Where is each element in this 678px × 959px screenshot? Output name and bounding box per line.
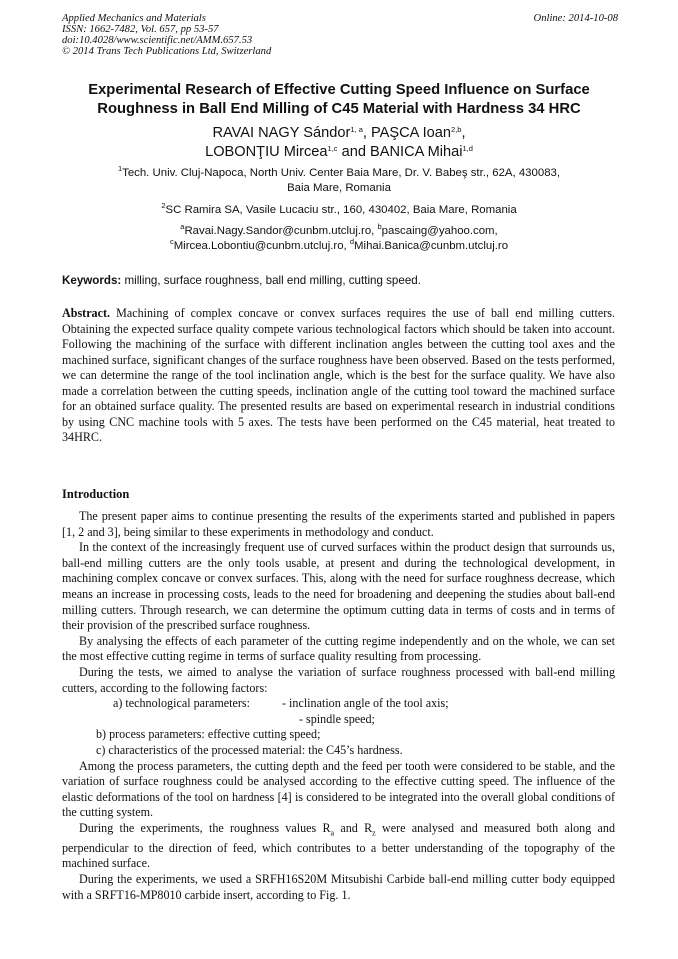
email-superscript: a — [180, 222, 185, 231]
section-heading-introduction: Introduction — [62, 487, 130, 501]
issn-line: ISSN: 1662-7482, Vol. 657, pp 53-57 — [62, 24, 219, 35]
factor-b: b) process parameters: effective cutting speed; — [96, 727, 321, 742]
email-line-2 — [60, 239, 618, 254]
email-link[interactable]: Mihai.Banica@cunbm.utcluj.ro — [354, 240, 509, 252]
roughness-text: and R — [334, 820, 373, 835]
subscript: a — [330, 828, 335, 838]
paragraph: Among the process parameters, the cutting depth and the feed per tooth were considered to be stable, and the variation of surface roughness could be analysed according to the effective cutting speed. The influence of the elastic deformations of the tool on hardness [4] is considered to be integrated into the overall global conditions of the cutting system. — [62, 758, 615, 820]
factor-a-item-2: - spindle speed; — [299, 711, 375, 726]
author-superscript: 1,c — [327, 144, 338, 153]
email-link[interactable]: Mircea.Lobontiu@cunbm.utcluj.ro, — [173, 240, 350, 252]
journal-name: Applied Mechanics and Materials — [62, 13, 206, 24]
author-name: RAVAI NAGY Sándor — [212, 125, 351, 141]
online-date: Online: 2014-10-08 — [533, 13, 618, 24]
paragraph — [62, 821, 615, 872]
author-name: LOBONŢIU Mircea — [205, 144, 328, 160]
abstract-label: Abstract. — [62, 306, 111, 320]
factor-a-cont — [62, 712, 615, 728]
author-separator: , — [362, 125, 371, 141]
author-emails — [60, 224, 618, 254]
keywords-label: Keywords: — [62, 274, 122, 287]
paragraph: The present paper aims to continue presenting the results of the experiments started and published in papers [1, 2 and 3], being similar to these experiments in methodology and conduct. — [62, 509, 615, 539]
title-line-1: Experimental Research of Effective Cutting Speed Influence on Surface — [88, 82, 590, 98]
email-superscript: d — [349, 237, 355, 246]
affiliation-text: SC Ramira SA, Vasile Lucaciu str., 160, 430402, Baia Mare, Romania — [165, 204, 517, 216]
affiliation-superscript: 1 — [117, 164, 123, 173]
roughness-text: were analysed and measured both along and perpendicular to the direction of feed, which contributes to a better understanding of the topography of the machined surface. — [62, 820, 615, 871]
affiliation-1 — [60, 166, 618, 196]
author-list — [40, 124, 638, 162]
paper-title — [40, 81, 638, 119]
author-name: PAŞCA Ioan — [370, 125, 452, 141]
affiliation-2 — [60, 203, 618, 218]
introduction-body — [62, 509, 615, 903]
affiliation-1-line-1 — [60, 166, 618, 181]
paragraph: In the context of the increasingly frequent use of curved surfaces within the product design that surrounds us, ball-end milling cutters are the only tools usable, at present and during the technological development, in machining complex concave or convex surfaces. This, along with the need for surface roughness decrease, which means an increase in processing costs, leads to the need for broadening and deepening the studies about ball-end milling cutters. Through research, we can determine the optimum cutting data in terms of costs and in terms of their provision of the prescribed surface roughness. — [62, 540, 615, 633]
paragraph: By analysing the effects of each parameter of the cutting regime independently and on the whole, we can set the most effective cutting regime in terms of surface quality resulting from processing. — [62, 633, 615, 664]
copyright-line: © 2014 Trans Tech Publications Ltd, Switzerland — [62, 46, 272, 57]
subscript: z — [372, 828, 376, 838]
abstract — [62, 306, 615, 446]
author-line-1 — [40, 124, 638, 143]
keywords — [62, 274, 618, 288]
factor-a-label: a) technological parameters: — [113, 696, 250, 711]
email-link[interactable]: pascaing@yahoo.com, — [381, 225, 498, 237]
email-superscript: c — [169, 237, 174, 246]
affiliation-1-line-2: Baia Mare, Romania — [287, 182, 391, 194]
author-separator: and — [337, 144, 371, 160]
doi-line: doi:10.4028/www.scientific.net/AMM.657.53 — [62, 35, 253, 46]
factor-c: c) characteristics of the processed material: the C45’s hardness. — [96, 742, 403, 757]
abstract-text: Machining of complex concave or convex surfaces requires the use of ball end milling cutters. Obtaining the expected surface quality compete various technological factors which should be taken into account. Following the machining of the surface with different inclination angles between the cutting tool axes and the machined surface, significant changes of the surface roughness have been observed. Based on the tests performed, we can determine the range of the tool inclination angle, which is the best for the surface quality. We have also made a correlation between the cutting speeds, inclination angle of the cutting tool toward the machined surface for an obtained surface quality. The presented results are based on experimental research in industrial conditions by using CNC machine tools with 5 axes. The tests have been performed on the C45 material, heat treated to 34HRC. — [62, 306, 615, 444]
journal-header — [62, 13, 618, 57]
paragraph: During the experiments, we used a SRFH16S20M Mitsubishi Carbide ball-end milling cutter body equipped with a SRFT16-MP8010 carbide insert, according to Fig. 1. — [62, 872, 615, 902]
roughness-text: During the experiments, the roughness values R — [79, 820, 331, 835]
author-superscript: 1,d — [462, 144, 473, 153]
author-line-2 — [40, 143, 638, 162]
factor-a-item-1: - inclination angle of the tool axis; — [282, 696, 449, 711]
author-name: BANICA Mihai — [370, 144, 463, 160]
keywords-text: milling, surface roughness, ball end milling, cutting speed. — [121, 274, 421, 287]
factor-a — [62, 696, 615, 712]
author-separator: , — [461, 125, 466, 141]
paragraph: During the tests, we aimed to analyse the variation of surface roughness processed with ball-end milling cutters, according to the following factors: — [62, 664, 615, 695]
author-superscript: 1, a — [350, 125, 363, 134]
affiliation-superscript: 2 — [161, 201, 166, 210]
author-superscript: 2,b — [451, 125, 462, 134]
email-link[interactable]: Ravai.Nagy.Sandor@cunbm.utcluj.ro, — [184, 225, 378, 237]
title-line-2: Roughness in Ball End Milling of C45 Material with Hardness 34 HRC — [97, 101, 581, 117]
email-line-1 — [60, 224, 618, 239]
email-superscript: b — [377, 222, 382, 231]
affiliation-text: Tech. Univ. Cluj-Napoca, North Univ. Center Baia Mare, Dr. V. Babeş str., 62A, 430083, — [122, 167, 561, 179]
